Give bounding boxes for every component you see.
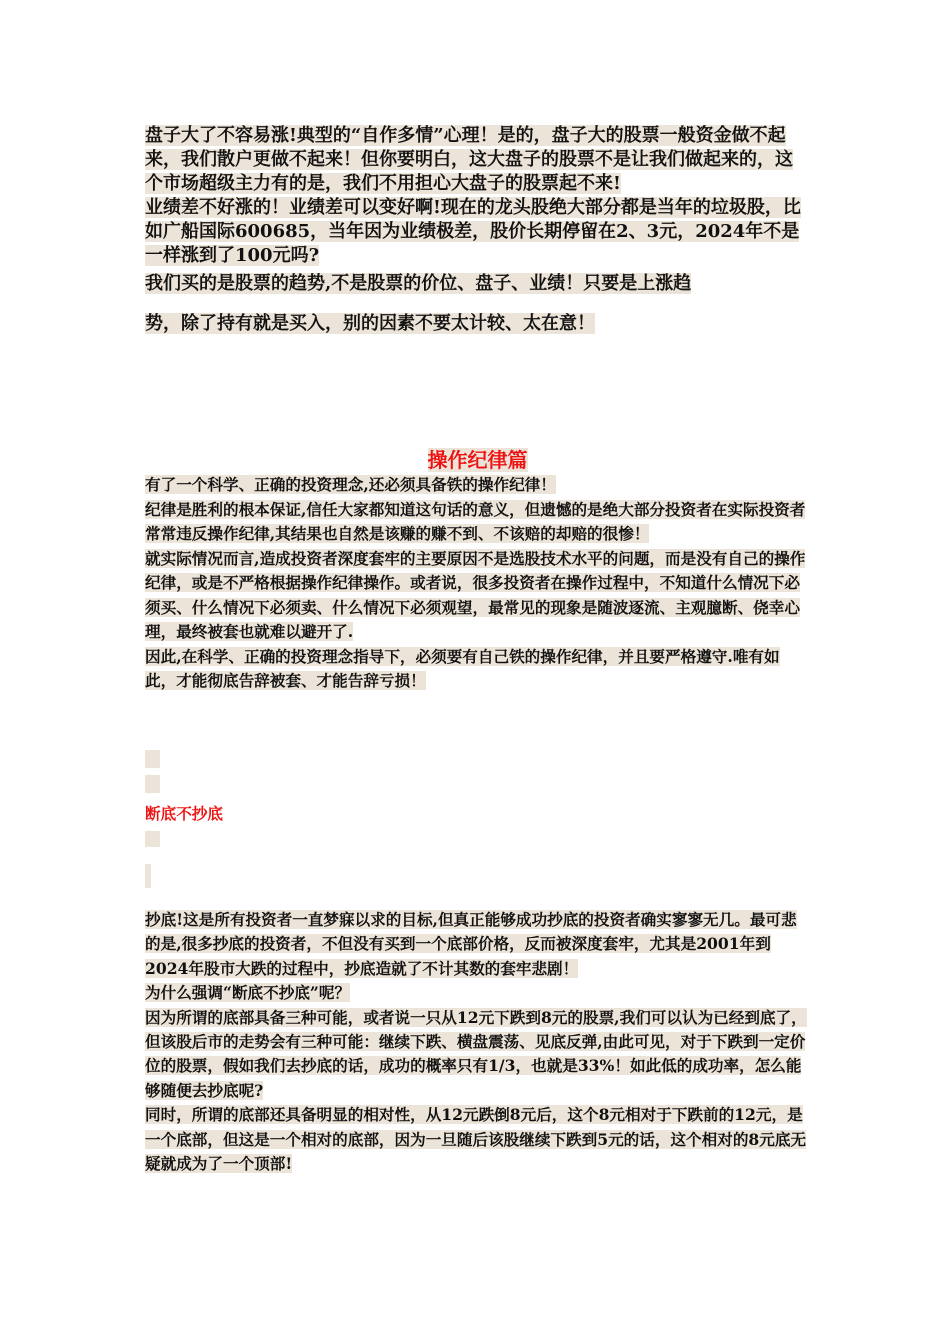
paragraph-why-question: 为什么强调“断底不抄底”呢？ <box>145 983 351 1003</box>
subheading: 断底不抄底 <box>145 804 223 823</box>
paragraph-trend-line-1: 我们买的是股票的趋势,不是股票的价位、盘子、业绩！只要是上涨趋 <box>145 273 692 294</box>
paragraph-discipline-cause: 就实际情况而言,造成投资者深度套牢的主要原因不是选股技术水平的问题，而是没有自己的操作纪律，或是不严格根据操作纪律操作。或者说，很多投资者在操作过程中，不知道什么情况下必须买、什么情况下必须卖、什么情况下必须观望，最常见的现象是随波逐流、主观臆断、侥幸心理，最终被套也就难以避开了. <box>145 548 806 641</box>
paragraph-trend-line-2: 势，除了持有就是买入，别的因素不要太计较、太在意！ <box>145 313 595 334</box>
empty-highlight-mark <box>145 750 160 768</box>
section-stock-trend <box>145 124 810 336</box>
section-heading: 操作纪律篇 <box>427 448 528 472</box>
section-bottom-fishing <box>145 908 810 1176</box>
paragraph-discipline-intro: 有了一个科学、正确的投资理念,还必须具备铁的操作纪律！ <box>145 475 556 494</box>
paragraph-relativity: 同时，所谓的底部还具备明显的相对性，从12元跌倒8元后，这个8元相对于下跌前的12元，是一个底部，但这是一个相对的底部，因为一旦随后该股继续下跌到5元的话，这个相对的8元底无疑就成为了一个顶部! <box>145 1105 807 1174</box>
paragraph-market-cap: 盘子大了不容易涨!典型的“自作多情”心理！是的，盘子大的股票一般资金做不起来，我们散户更做不起来！但你要明白，这大盘子的股票不是让我们做起来的，这个市场超级主力有的是，我们不用担心大盘子的股票起不来! <box>145 125 793 194</box>
paragraph-discipline-guarantee: 纪律是胜利的根本保证,信任大家都知道这句话的意义，但遗憾的是绝大部分投资者在实际投资者常常违反操作纪律,其结果也自然是该赚的赚不到、不该赔的却赔的很惨！ <box>145 499 806 543</box>
empty-highlight-mark <box>145 775 160 793</box>
paragraph-three-possibilities: 因为所谓的底部具备三种可能，或者说一只从12元下跌到8元的股票,我们可以认为已经到底了，但该股后市的走势会有三种可能：继续下跌、横盘震荡、见底反弹,由此可见，对于下跌到一定价位的股票，假如我们去抄底的话，成功的概率只有1/3，也就是33%！如此低的成功率，怎么能够随便去抄底呢? <box>145 1007 807 1100</box>
section-discipline <box>145 473 810 694</box>
empty-highlight-mark <box>145 864 151 888</box>
paragraph-discipline-conclusion: 因此,在科学、正确的投资理念指导下，必须要有自己铁的操作纪律，并且要严格遵守.唯有如此，才能彻底告辞被套、才能告辞亏损！ <box>145 646 780 690</box>
empty-highlight-mark <box>145 831 160 847</box>
paragraph-bottom-fishing-intro: 抄底!这是所有投资者一直梦寐以求的目标,但真正能够成功抄底的投资者确实寥寥无几。最可悲的是,很多抄底的投资者，不但没有买到一个底部价格，反而被深度套牢，尤其是2001年到2024年股市大跌的过程中，抄底造就了不计其数的套牢悲剧！ <box>145 910 797 978</box>
paragraph-earnings: 业绩差不好涨的！业绩差可以变好啊!现在的龙头股绝大部分都是当年的垃圾股，比如广船国际600685，当年因为业绩极差，股价长期停留在2、3元，2024年不是一样涨到了100元吗? <box>145 197 801 266</box>
